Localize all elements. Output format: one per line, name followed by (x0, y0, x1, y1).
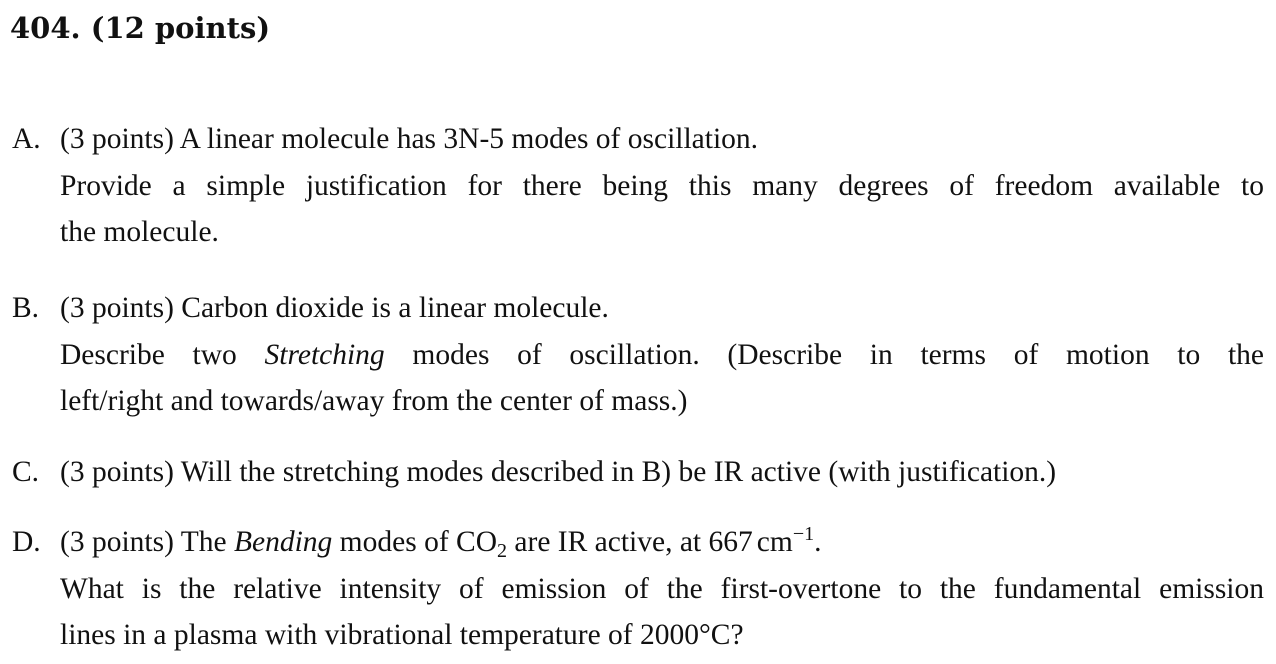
part-a-body-line-2: the molecule. (60, 216, 219, 248)
part-a-letter: A. (12, 123, 41, 155)
part-b-prompt: (3 points) Carbon dioxide is a linear molecule. (60, 292, 609, 324)
part-c (12, 449, 1264, 496)
part-c-letter: C. (12, 456, 40, 488)
part-d-prompt-end: . (814, 526, 822, 558)
part-a-prompt: (3 points) A linear molecule has 3N-5 modes of oscillation. (60, 123, 759, 155)
part-d-prompt-line (12, 519, 1264, 566)
part-b-body-line-2: left/right and towards/away from the center of mass.) (60, 385, 688, 417)
part-a-body (60, 163, 1264, 256)
part-d-prompt-mid: modes of CO (332, 526, 497, 558)
part-d-prompt-emphasis: Bending (233, 526, 333, 558)
part-b-body-emphasis: Stretching (264, 338, 385, 371)
wavenumber-unit: cm (756, 526, 793, 558)
part-d-body-line-2: lines in a plasma with vibrational temperature of 2000°C? (60, 619, 744, 651)
part-d-prompt-pre: (3 points) The (60, 526, 234, 558)
part-b-letter: B. (12, 292, 40, 324)
part-b-body (60, 332, 1264, 425)
part-d-prompt (60, 519, 822, 566)
problem-heading: 404. (12 points) (10, 11, 271, 45)
part-a-body-line-1: Provide a simple justification for there being this many degrees of freedom available to (60, 169, 1264, 202)
part-a-prompt-line (12, 116, 1264, 163)
part-b (12, 285, 1264, 425)
part-b-body-pre: Describe two (60, 338, 265, 371)
co2-subscript: 2 (497, 540, 508, 563)
wavenumber-exponent: −1 (792, 522, 815, 545)
part-d (12, 519, 1264, 659)
part-c-prompt-line (12, 449, 1264, 496)
part-d-prompt-post: are IR active, at 667 (507, 526, 753, 558)
part-b-prompt-line (12, 285, 1264, 332)
part-b-body-post: modes of oscillation. (Describe in terms of motion to the (384, 338, 1264, 371)
part-d-body-line-1: What is the relative intensity of emission of the first-overtone to the fundamental emission (60, 572, 1264, 605)
part-d-body (60, 566, 1264, 659)
part-d-letter: D. (12, 526, 41, 558)
part-c-prompt: (3 points) Will the stretching modes described in B) be IR active (with justification.) (60, 456, 1057, 488)
part-a (12, 116, 1264, 256)
part-b-body-line-1 (60, 332, 1264, 379)
